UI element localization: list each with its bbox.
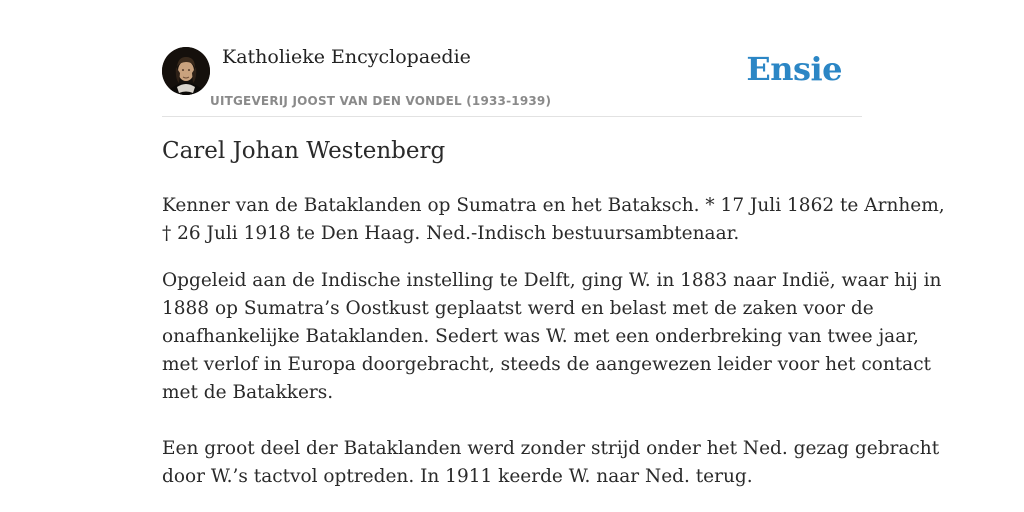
article-paragraph bbox=[162, 192, 945, 248]
paragraph-line: Opgeleid aan de Indische instelling te Delft, ging W. in 1883 naar Indië, waar hij in bbox=[162, 270, 942, 291]
paragraph-line: onafhankelijke Bataklanden. Sedert was W. met een onderbreking van twee jaar, bbox=[162, 326, 919, 347]
paragraph-line: Kenner van de Bataklanden op Sumatra en het Bataksch. * 17 Juli 1862 te Arnhem, bbox=[162, 195, 945, 216]
article-title: Carel Johan Westenberg bbox=[162, 138, 446, 164]
portrait-icon bbox=[162, 47, 210, 95]
portrait-avatar[interactable] bbox=[162, 47, 210, 95]
publication-header bbox=[162, 40, 862, 117]
article-paragraph bbox=[162, 435, 940, 491]
publication-subtitle: UITGEVERIJ JOOST VAN DEN VONDEL (1933-1939) bbox=[210, 94, 552, 108]
article-paragraph bbox=[162, 267, 942, 407]
paragraph-line: door W.’s tactvol optreden. In 1911 keerde W. naar Ned. terug. bbox=[162, 466, 753, 487]
paragraph-line: Een groot deel der Bataklanden werd zonder strijd onder het Ned. gezag gebracht bbox=[162, 438, 940, 459]
paragraph-line: 1888 op Sumatra’s Oostkust geplaatst werd en belast met de zaken voor de bbox=[162, 298, 874, 319]
paragraph-line: † 26 Juli 1918 te Den Haag. Ned.-Indisch bestuursambtenaar. bbox=[162, 223, 740, 244]
publication-title[interactable]: Katholieke Encyclopaedie bbox=[222, 46, 471, 68]
paragraph-line: met de Batakkers. bbox=[162, 382, 334, 403]
ensie-logo[interactable]: Ensie bbox=[746, 50, 842, 88]
paragraph-line: met verlof in Europa doorgebracht, steeds de aangewezen leider voor het contact bbox=[162, 354, 931, 375]
